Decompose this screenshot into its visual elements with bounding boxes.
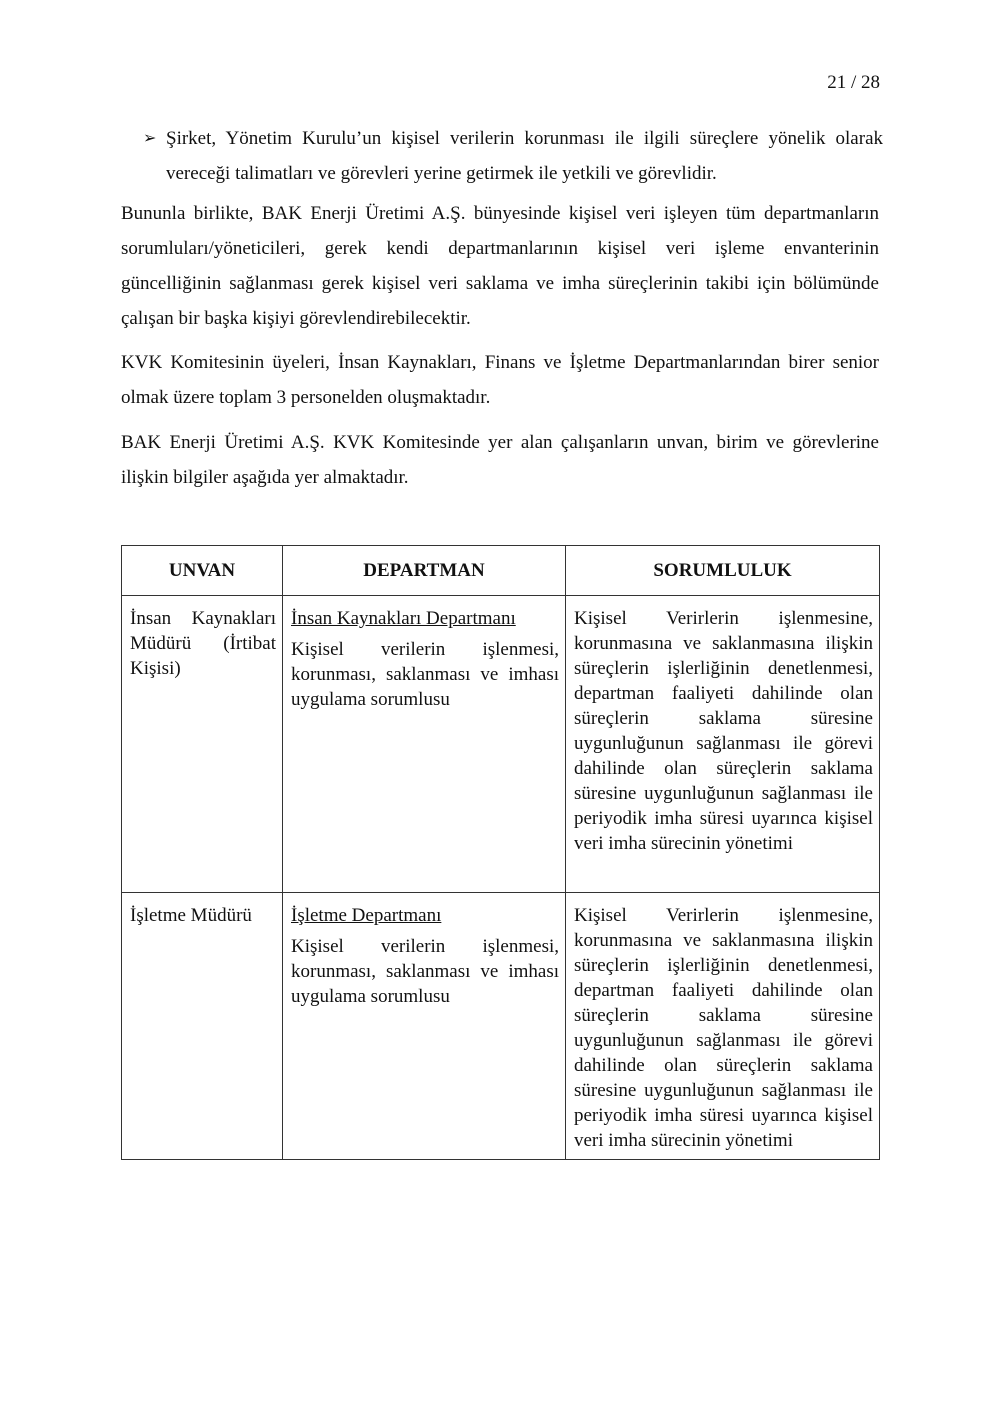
paragraph-department-heads: Bununla birlikte, BAK Enerji Üretimi A.Ş. bünyesinde kişisel veri işleyen tüm departmanların sorumluları/yöneticileri, gerek kendi departmanlarının kişisel veri işleme envanterinin güncelliğinin sağlanması gerek kişisel veri saklama ve imha süreçlerinin takibi için bölümünde çalışan bir başka kişiyi görevlendirebilecektir. (121, 203, 879, 329)
cell-department (283, 596, 566, 893)
cell-title: İnsan Kaynakları Müdürü (İrtibat Kişisi) (122, 596, 283, 893)
cell-title: İşletme Müdürü (122, 893, 283, 1160)
cell-department (283, 893, 566, 1160)
committee-table (121, 545, 880, 1160)
header-departman: DEPARTMAN (283, 546, 566, 596)
table-row (122, 596, 880, 893)
header-unvan: UNVAN (122, 546, 283, 596)
table-row (122, 893, 880, 1160)
header-sorumluluk: SORUMLULUK (566, 546, 880, 596)
department-name: İnsan Kaynakları Departmanı (291, 608, 516, 629)
bullet-text: Şirket, Yönetim Kurulu’un kişisel verilerin korunması ile ilgili süreçlere yönelik olarak vereceği talimatları ve görevleri yerine getirmek ile yetkili ve görevlidir. (166, 128, 883, 184)
paragraph-table-intro: BAK Enerji Üretimi A.Ş. KVK Komitesinde yer alan çalışanların unvan, birim ve görevlerine ilişkin bilgiler aşağıda yer almaktadır. (121, 432, 879, 488)
department-description: Kişisel verilerin işlenmesi, korunması, saklanması ve imhası uygulama sorumlusu (291, 639, 559, 710)
table-header-row (122, 546, 880, 596)
department-name: İşletme Departmanı (291, 905, 442, 926)
cell-responsibility: Kişisel Verirlerin işlenmesine, korunmasına ve saklanmasına ilişkin süreçlerin işlerliğinin denetlenmesi, departman faaliyeti dahilinde olan süreçlerin saklama süresine uygunluğunun sağlanması ile görevi dahilinde olan süreçlerin saklama süresine uygunluğunun sağlanması ile periyodik imha süresi uyarınca kişisel veri imha sürecinin yönetimi (566, 596, 880, 893)
cell-responsibility: Kişisel Verirlerin işlenmesine, korunmasına ve saklanmasına ilişkin süreçlerin işlerliğinin denetlenmesi, departman faaliyeti dahilinde olan süreçlerin saklama süresine uygunluğunun sağlanması ile görevi dahilinde olan süreçlerin saklama süresine uygunluğunun sağlanması ile periyodik imha süresi uyarınca kişisel veri imha sürecinin yönetimi (566, 893, 880, 1160)
paragraph-committee-members: KVK Komitesinin üyeleri, İnsan Kaynakları, Finans ve İşletme Departmanlarından birer senior olmak üzere toplam 3 personelden oluşmaktadır. (121, 352, 879, 408)
department-description: Kişisel verilerin işlenmesi, korunması, saklanması ve imhası uygulama sorumlusu (291, 936, 559, 1007)
arrow-bullet-icon: ➢ (143, 130, 157, 147)
page-number: 21 / 28 (827, 72, 880, 93)
bullet-item (143, 121, 883, 191)
